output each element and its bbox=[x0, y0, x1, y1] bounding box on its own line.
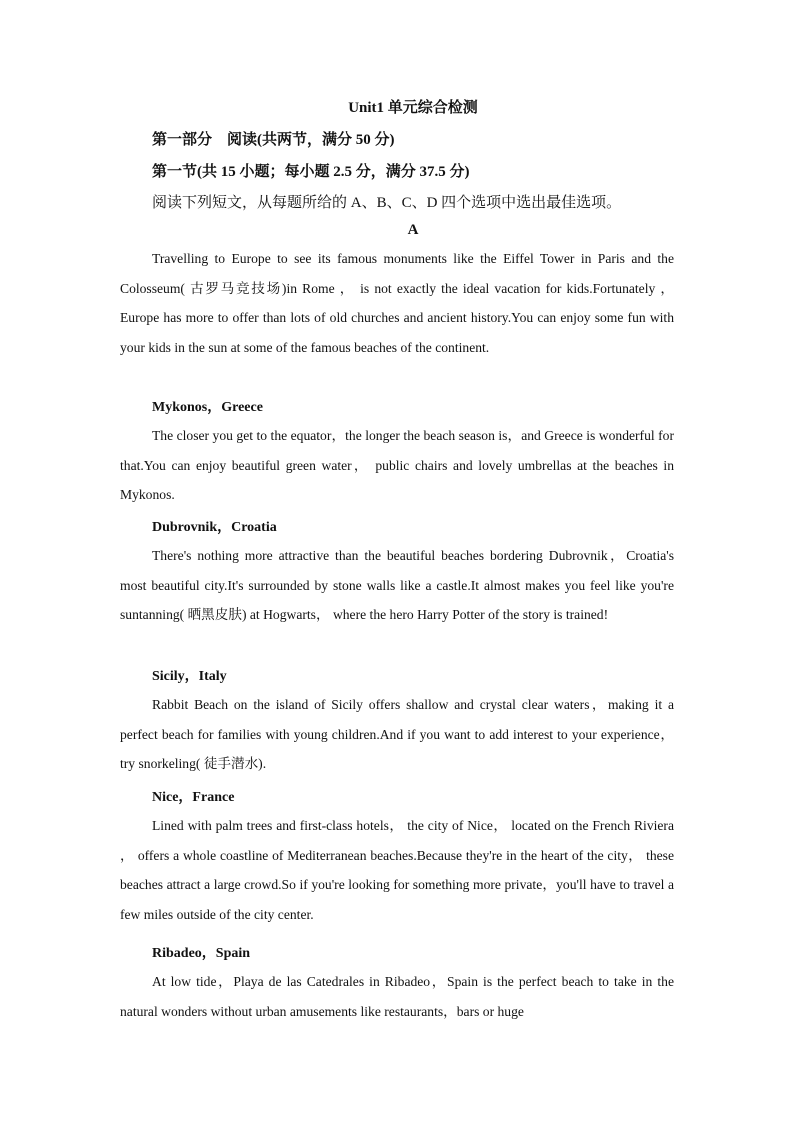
section-text-ribadeo: At low tide，Playa de las Catedrales in Ribadeo，Spain is the perfect beach to take in the natural wonders without urban amusements like restaurants，bars or huge bbox=[120, 974, 674, 1019]
section-heading-sicily: Sicily，Italy bbox=[152, 669, 227, 684]
part-heading bbox=[152, 128, 395, 149]
section-heading-text: 第一节(共 15 小题；每小题 2.5 分，满分 37.5 分) bbox=[152, 164, 470, 180]
section-heading-mykonos: Mykonos，Greece bbox=[152, 400, 263, 415]
section-text-sicily: Rabbit Beach on the island of Sicily offers shallow and crystal clear waters，making it a perfect beach for families with young children.And if you want to add interest to your experience，try snorkeling( 徒手潜水). bbox=[120, 697, 674, 771]
section-heading-dubrovnik: Dubrovnik，Croatia bbox=[152, 520, 277, 535]
page-title: Unit1 单元综合检测 bbox=[348, 100, 478, 116]
instruction-text: 阅读下列短文，从每题所给的 A、B、C、D 四个选项中选出最佳选项。 bbox=[152, 195, 622, 211]
section-text-nice: Lined with palm trees and first-class hotels， the city of Nice， located on the French Riviera ， offers a whole coastline of Mediterranean beaches.Because they're in the heart of the city， these beaches attract a large crowd.So if you're looking for something more private，you'll have to travel a few miles outside of the city center. bbox=[120, 818, 674, 922]
section-heading-nice: Nice，France bbox=[152, 790, 235, 805]
section-text-mykonos: The closer you get to the equator，the longer the beach season is，and Greece is wonderful for that.You can enjoy beautiful green water， public chairs and lovely umbrellas at the beaches in Mykonos. bbox=[120, 428, 674, 502]
section-heading bbox=[152, 160, 470, 181]
section-heading-ribadeo: Ribadeo，Spain bbox=[152, 946, 251, 961]
passage-label: A bbox=[407, 222, 419, 238]
intro-paragraph: Travelling to Europe to see its famous monuments like the Eiffel Tower in Paris and the Colosseum( 古罗马竞技场)in Rome ， is not exactly the ideal vacation for kids.Fortunately ， Europe has more to offer than lots of old churches and ancient history.You can enjoy some fun with your kids in the sun at some of the famous beaches of the continent. bbox=[120, 251, 674, 355]
section-text-dubrovnik: There's nothing more attractive than the beautiful beaches bordering Dubrovnik，Croatia's most beautiful city.It's surrounded by stone walls like a castle.It almost makes you feel like you're suntanning( 晒黑皮肤) at Hogwarts， where the hero Harry Potter of the story is trained! bbox=[120, 548, 674, 622]
part-heading-text: 第一部分 阅读(共两节，满分 50 分) bbox=[152, 132, 395, 148]
